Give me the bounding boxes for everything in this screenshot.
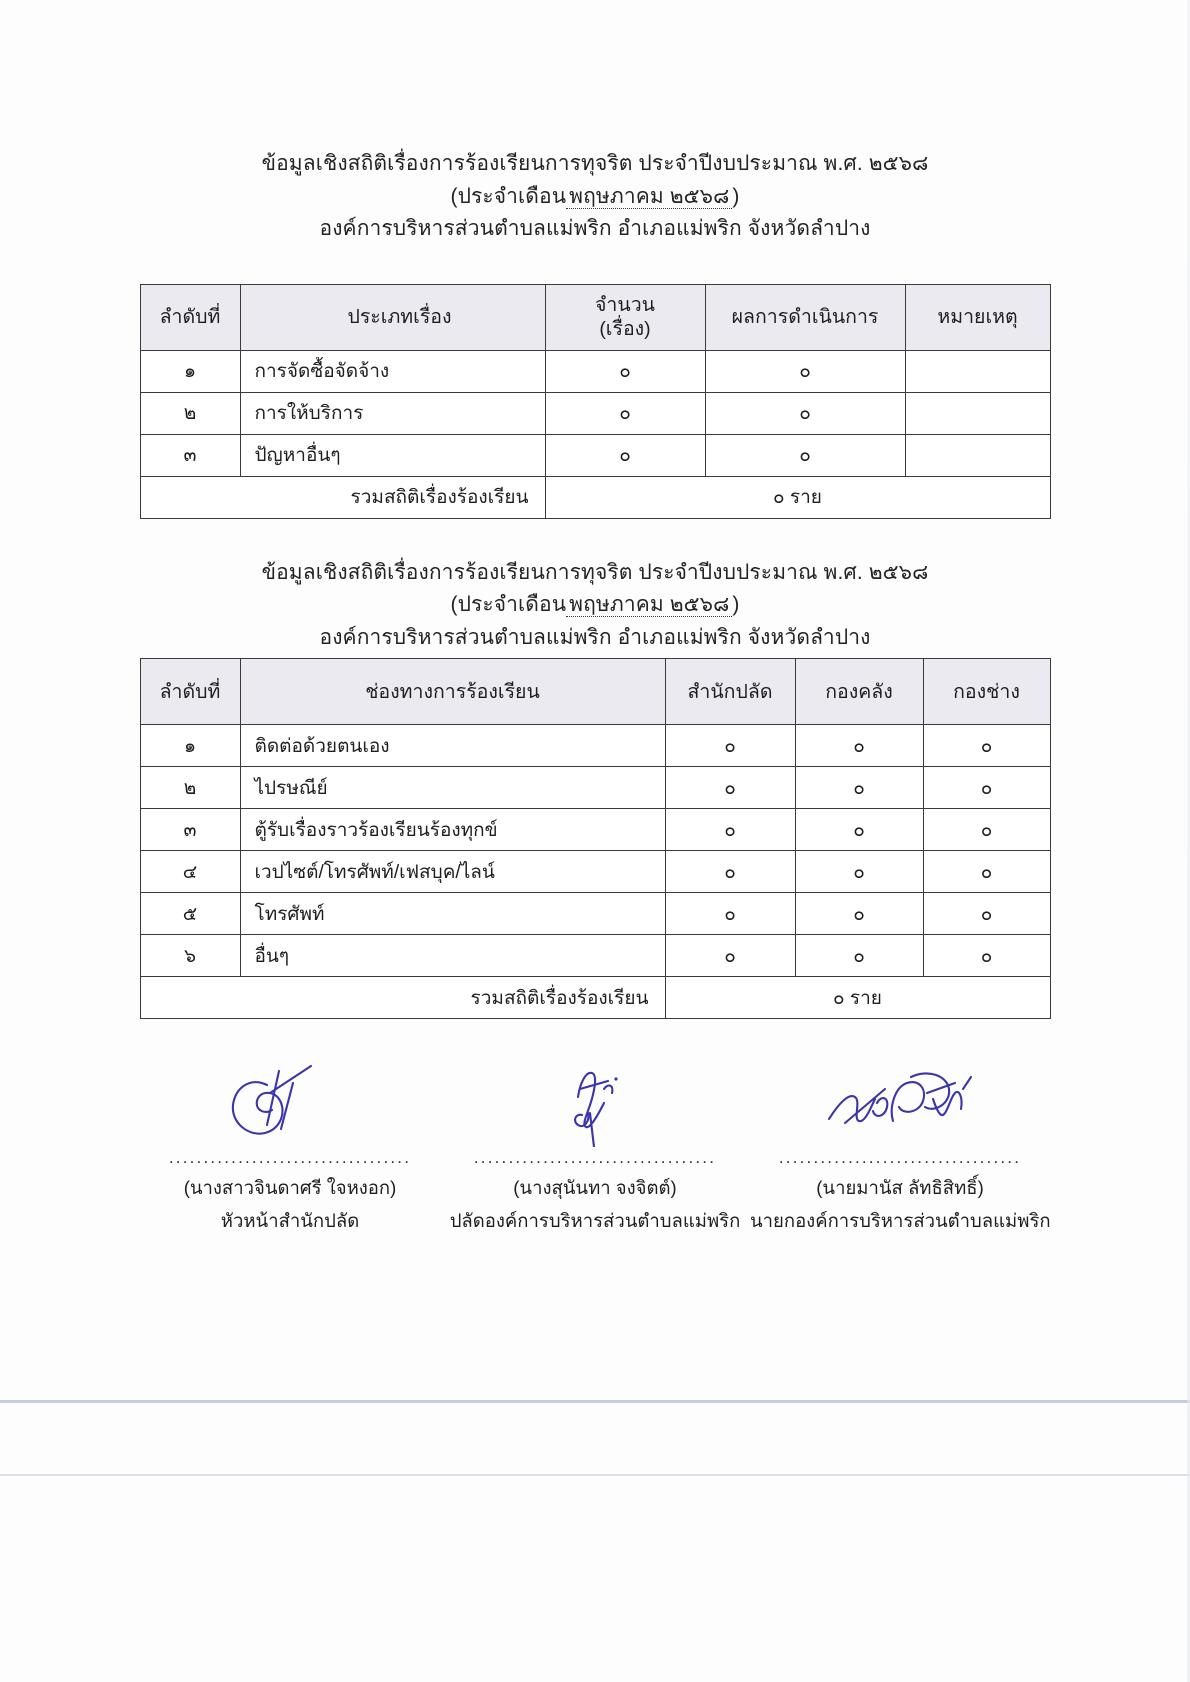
cell-office-works: ๐: [923, 893, 1050, 935]
section2-heading-line3: องค์การบริหารส่วนตำบลแม่พริก อำเภอแม่พริก จังหวัดลำปาง: [319, 625, 871, 649]
cell-order-no: ๓: [140, 809, 240, 851]
th-count-line2: (เรื่อง): [599, 318, 651, 341]
table-row: [140, 350, 1050, 392]
cell-note: [905, 392, 1050, 434]
table-row: [140, 725, 1050, 767]
cell-order-no: ๑: [140, 350, 240, 392]
cell-office-clerk: ๐: [665, 725, 795, 767]
th-channel: ช่องทางการร้องเรียน: [240, 659, 665, 725]
th-order-no: ลำดับที่: [140, 284, 240, 350]
cell-office-finance: ๐: [795, 935, 923, 977]
section1-heading-line3: องค์การบริหารส่วนตำบลแม่พริก อำเภอแม่พริก จังหวัดลำปาง: [319, 217, 871, 241]
table-row: [140, 851, 1050, 893]
cell-office-works: ๐: [923, 809, 1050, 851]
cell-note: [905, 350, 1050, 392]
cell-type: ปัญหาอื่นๆ: [240, 434, 545, 476]
complaint-type-table: [140, 284, 1051, 519]
cell-note: [905, 434, 1050, 476]
signature-block: [140, 1019, 1050, 1236]
section2-month-prefix: (ประจำเดือน: [450, 593, 567, 617]
signer-title: หัวหน้าสำนักปลัด: [220, 1210, 360, 1232]
cell-office-works: ๐: [923, 851, 1050, 893]
section2-month-suffix: ): [732, 593, 740, 617]
section1-heading-line2: [100, 181, 1090, 214]
section1-heading: [100, 148, 1090, 246]
signature-dotted-line: ...................................: [168, 1148, 412, 1168]
cell-count: ๐: [545, 392, 705, 434]
cell-office-finance: ๐: [795, 809, 923, 851]
signature-column-3: [750, 1063, 1050, 1236]
cell-order-no: ๒: [140, 392, 240, 434]
cell-channel: ไปรษณีย์: [240, 767, 665, 809]
signature-dotted-line: ...................................: [778, 1148, 1022, 1168]
summary-label: รวมสถิติเรื่องร้องเรียน: [140, 476, 545, 518]
scan-artifact-line-top: [0, 1400, 1190, 1403]
signature-ink-1: [140, 1063, 440, 1147]
cell-order-no: ๔: [140, 851, 240, 893]
cell-office-works: ๐: [923, 935, 1050, 977]
table-row: [140, 893, 1050, 935]
cell-office-clerk: ๐: [665, 893, 795, 935]
signature-ink-3: [750, 1063, 1050, 1147]
th-note: หมายเหตุ: [905, 284, 1050, 350]
cell-channel: ติดต่อด้วยตนเอง: [240, 725, 665, 767]
th-order-no: ลำดับที่: [140, 659, 240, 725]
signature-column-2: [445, 1063, 745, 1236]
cell-type: การให้บริการ: [240, 392, 545, 434]
cell-order-no: ๖: [140, 935, 240, 977]
signer-name: (นายมานัส ลัทธิสิทธิ์): [816, 1177, 984, 1199]
th-office-clerk: สำนักปลัด: [665, 659, 795, 725]
cell-office-finance: ๐: [795, 725, 923, 767]
section1-month-suffix: ): [732, 184, 740, 208]
cell-office-clerk: ๐: [665, 809, 795, 851]
cell-office-finance: ๐: [795, 851, 923, 893]
cell-count: ๐: [545, 350, 705, 392]
signer-title: ปลัดองค์การบริหารส่วนตำบลแม่พริก: [449, 1210, 741, 1232]
cell-order-no: ๒: [140, 767, 240, 809]
table-row: [140, 809, 1050, 851]
cell-office-finance: ๐: [795, 767, 923, 809]
section2-heading-line1: ข้อมูลเชิงสถิติเรื่องการร้องเรียนการทุจริต ประจำปีงบประมาณ พ.ศ. ๒๕๖๘: [261, 560, 929, 584]
signature-column-1: [140, 1063, 440, 1236]
summary-label: รวมสถิติเรื่องร้องเรียน: [140, 977, 665, 1019]
section2-heading-line2: [100, 589, 1090, 622]
cell-office-works: ๐: [923, 725, 1050, 767]
th-count-line1: จำนวน: [595, 293, 655, 316]
scan-artifact-line-bottom: [0, 1474, 1190, 1476]
table-row: [140, 434, 1050, 476]
table-row: [140, 935, 1050, 977]
cell-channel: ตู้รับเรื่องราวร้องเรียนร้องทุกข์: [240, 809, 665, 851]
cell-order-no: ๑: [140, 725, 240, 767]
signature-ink-2: [445, 1063, 745, 1147]
cell-order-no: ๕: [140, 893, 240, 935]
cell-office-clerk: ๐: [665, 851, 795, 893]
cell-office-finance: ๐: [795, 893, 923, 935]
signer-name: (นางสุนันทา จงจิตต์): [513, 1177, 677, 1199]
summary-value: ๐ ราย: [545, 476, 1050, 518]
cell-result: ๐: [705, 434, 905, 476]
table-header-row: [140, 659, 1050, 725]
section2-heading: [100, 557, 1090, 655]
cell-channel: โทรศัพท์: [240, 893, 665, 935]
cell-count: ๐: [545, 434, 705, 476]
cell-result: ๐: [705, 350, 905, 392]
cell-office-clerk: ๐: [665, 935, 795, 977]
section1-heading-line1: ข้อมูลเชิงสถิติเรื่องการร้องเรียนการทุจริต ประจำปีงบประมาณ พ.ศ. ๒๕๖๘: [261, 152, 929, 175]
table-header-row: [140, 284, 1050, 350]
table2-body: [140, 725, 1050, 1019]
section1-month-value: พฤษภาคม ๒๕๖๘: [566, 185, 732, 209]
signer-name: (นางสาวจินดาศรี ใจหงอก): [183, 1177, 397, 1199]
table1-summary-row: [140, 476, 1050, 518]
cell-channel: อื่นๆ: [240, 935, 665, 977]
th-office-works: กองช่าง: [923, 659, 1050, 725]
signer-title: นายกองค์การบริหารส่วนตำบลแม่พริก: [750, 1210, 1051, 1232]
table2-summary-row: [140, 977, 1050, 1019]
cell-type: การจัดซื้อจัดจ้าง: [240, 350, 545, 392]
complaint-channel-table: [140, 658, 1051, 1019]
section2-month-value: พฤษภาคม ๒๕๖๘: [566, 593, 732, 617]
th-count: [545, 284, 705, 350]
table-row: [140, 392, 1050, 434]
cell-office-clerk: ๐: [665, 767, 795, 809]
summary-value: ๐ ราย: [665, 977, 1050, 1019]
table1-body: [140, 350, 1050, 518]
section1-month-prefix: (ประจำเดือน: [450, 184, 567, 208]
th-type: ประเภทเรื่อง: [240, 284, 545, 350]
cell-result: ๐: [705, 392, 905, 434]
table-row: [140, 767, 1050, 809]
cell-office-works: ๐: [923, 767, 1050, 809]
signature-dotted-line: ...................................: [473, 1148, 717, 1168]
th-result: ผลการดำเนินการ: [705, 284, 905, 350]
th-office-finance: กองคลัง: [795, 659, 923, 725]
cell-order-no: ๓: [140, 434, 240, 476]
cell-channel: เวปไซต์/โทรศัพท์/เฟสบุค/ไลน์: [240, 851, 665, 893]
